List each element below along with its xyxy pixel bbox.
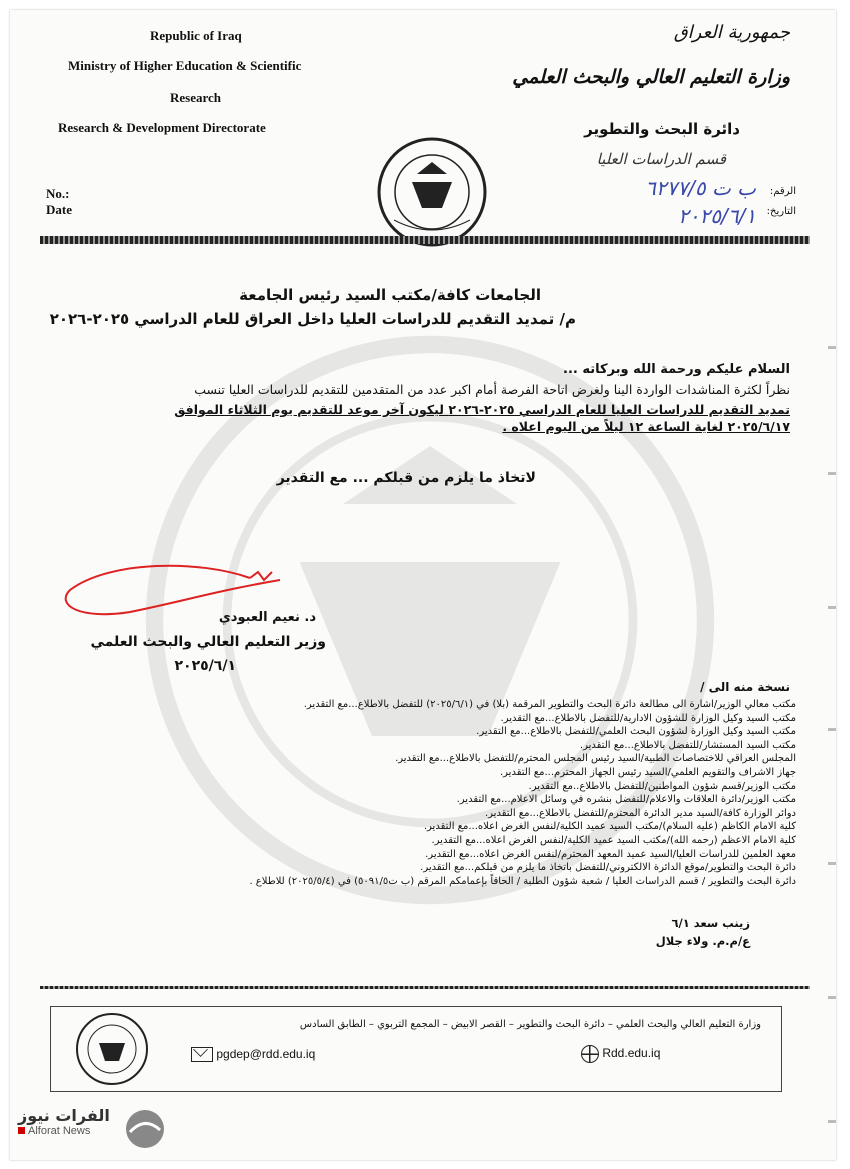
logo-ar: الفرات نيوز bbox=[18, 1106, 110, 1125]
copies-list bbox=[96, 698, 796, 888]
copy-item: مكتب السيد المستشار/للتفضل بالاطلاع...مع التقدير. bbox=[579, 739, 796, 751]
initials-line2: ع/م.م. ولاء جلال bbox=[655, 934, 750, 948]
document-page bbox=[10, 10, 836, 1160]
alforat-globe-icon bbox=[124, 1108, 166, 1150]
copy-item: دائرة البحث والتطوير/موقع الدائرة الالكتروني/للتفضل باتخاذ ما يلزم من قبلكم...مع التقدير. bbox=[420, 862, 796, 874]
footer-address: وزارة التعليم العالي والبحث العلمي – دائرة البحث والتطوير – القصر الابيض – المجمع التربوي – الطابق السادس bbox=[299, 1019, 761, 1030]
copy-item: المجلس العراقي للاختصاصات الطبية/السيد رئيس المجلس المحترم/للتفضل بالاطلاع...مع التقدير. bbox=[395, 753, 796, 765]
globe-icon bbox=[581, 1045, 599, 1063]
date-label: Date bbox=[46, 202, 72, 217]
letter-subject: م/ تمديد التقديم للدراسات العليا داخل العراق للعام الدراسي ٢٠٢٥-٢٠٢٦ bbox=[49, 310, 576, 328]
header-ar-line3: دائرة البحث والتطوير bbox=[584, 120, 740, 138]
greeting: السلام عليكم ورحمة الله وبركاته ... bbox=[563, 362, 790, 377]
footer-seal-icon bbox=[73, 1011, 151, 1087]
sign-date: ٢٠٢٥/٦/١ bbox=[174, 658, 236, 674]
envelope-icon bbox=[191, 1047, 213, 1062]
edge-mark bbox=[828, 996, 836, 999]
edge-mark bbox=[828, 1120, 836, 1123]
logo-square-icon bbox=[18, 1127, 25, 1134]
edge-mark bbox=[828, 862, 836, 865]
copy-item: معهد العلمين للدراسات العليا/السيد عميد المعهد المحترم/لنفس الغرض اعلاه...مع التقدير. bbox=[425, 848, 796, 860]
body-line-3: ٢٠٢٥/٦/١٧ لغاية الساعة ١٢ ليلاً من اليوم اعلاه . bbox=[502, 419, 790, 434]
footer-box bbox=[50, 1006, 782, 1092]
no-label: No.: bbox=[46, 186, 70, 201]
header-en-line2: Ministry of Higher Education & Scientific bbox=[68, 58, 302, 73]
ref-label: الرقم: bbox=[769, 186, 796, 197]
header-ar-line1: جمهورية العراق bbox=[673, 22, 790, 43]
footer-email[interactable] bbox=[191, 1047, 315, 1062]
header-en-line3: Research bbox=[170, 90, 222, 105]
initials-line1: زينب سعد ٦/١ bbox=[671, 916, 750, 930]
copy-item: مكتب الوزير/قسم شؤون المواطنين/للتفضل بالاطلاع..مع التقدير. bbox=[528, 780, 796, 792]
letter-to: الجامعات كافة/مكتب السيد رئيس الجامعة bbox=[239, 286, 541, 304]
copies-heading: نسخة منه الى / bbox=[700, 680, 790, 694]
footer-email-text[interactable]: pgdep@rdd.edu.iq bbox=[216, 1047, 316, 1061]
copy-item: جهاز الاشراف والتقويم العلمي/السيد رئيس الجهاز المحترم...مع التقدير. bbox=[499, 766, 796, 778]
ref-value: ب ت ٦٢٧٧/٥ bbox=[645, 176, 756, 200]
header-divider bbox=[40, 236, 810, 244]
logo-en: Alforat News bbox=[18, 1125, 110, 1137]
alforat-news-logo bbox=[18, 1106, 110, 1137]
copy-item: دوائر الوزارة كافة/السيد مدير الدائرة المحترم/للتفضل بالاطلاع...مع التقدير. bbox=[484, 807, 796, 819]
copy-item: دائرة البحث والتطوير / قسم الدراسات العليا / شعبة شؤون الطلبة / الحاقاً بإعمامكم المرقم (ب ت٥٠٩١/٥) في (٢٠٢٥/٥/٤) للاطلاع . bbox=[249, 875, 796, 887]
date-ar-label: التاريخ: bbox=[766, 206, 796, 217]
date-value: ٢٠٢٥/٦/١ bbox=[678, 204, 756, 228]
copy-item: مكتب معالي الوزير/اشارة الى مطالعة دائرة البحث والتطوير المرقمة (بلا) في (٢٠٢٥/٦/١) للتفضل بالاطلاع...مع التقدير. bbox=[303, 699, 796, 710]
footer-website[interactable] bbox=[581, 1045, 660, 1063]
edge-mark bbox=[828, 728, 836, 731]
ministry-seal-icon bbox=[372, 136, 492, 248]
footer-divider bbox=[40, 986, 810, 989]
copy-item: مكتب السيد وكيل الوزارة لشؤون البحث العلمي/للتفضل بالاطلاع...مع التقدير. bbox=[476, 726, 796, 738]
copy-item: كلية الامام الكاظم (عليه السلام)/مكتب السيد عميد الكلية/لنفس الغرض اعلاه...مع التقدير. bbox=[423, 821, 796, 833]
header-en-line4: Research & Development Directorate bbox=[58, 120, 266, 135]
signer-name: د. نعيم العبودي bbox=[218, 610, 316, 625]
closing: لاتخاذ ما يلزم من قبلكم ... مع التقدير bbox=[276, 470, 536, 486]
body-line-1: نظراً لكثرة المناشدات الواردة الينا ولغرض اتاحة الفرصة أمام اكبر عدد من المتقدمين للتقديم للدراسات العليا تنسب bbox=[194, 382, 790, 397]
footer-website-text[interactable]: Rdd.edu.iq bbox=[602, 1046, 661, 1061]
body-line-2: تمديد التقديم للدراسات العليا للعام الدراسي ٢٠٢٥-٢٠٢٦ ليكون آخر موعد للتقديم يوم الثلاثاء الموافق bbox=[174, 402, 790, 417]
copy-item: مكتب الوزير/دائرة العلاقات والاعلام/للتفضل بنشره في وسائل الاعلام...مع التقدير. bbox=[456, 794, 796, 806]
copy-item: كلية الامام الاعظم (رحمه الله)/مكتب السيد عميد الكلية/لنفس الغرض اعلاه...مع التقدير. bbox=[431, 834, 796, 846]
edge-mark bbox=[828, 472, 836, 475]
edge-mark bbox=[828, 606, 836, 609]
header-ar-line4: قسم الدراسات العليا bbox=[596, 150, 726, 168]
header-ar-line2: وزارة التعليم العالي والبحث العلمي bbox=[512, 66, 790, 88]
signer-title: وزير التعليم العالي والبحث العلمي bbox=[90, 634, 326, 650]
header-en-line1: Republic of Iraq bbox=[150, 28, 242, 43]
edge-mark bbox=[828, 346, 836, 349]
copy-item: مكتب السيد وكيل الوزارة للشؤون الادارية/للتفضل بالاطلاع...مع التقدير. bbox=[500, 712, 796, 724]
